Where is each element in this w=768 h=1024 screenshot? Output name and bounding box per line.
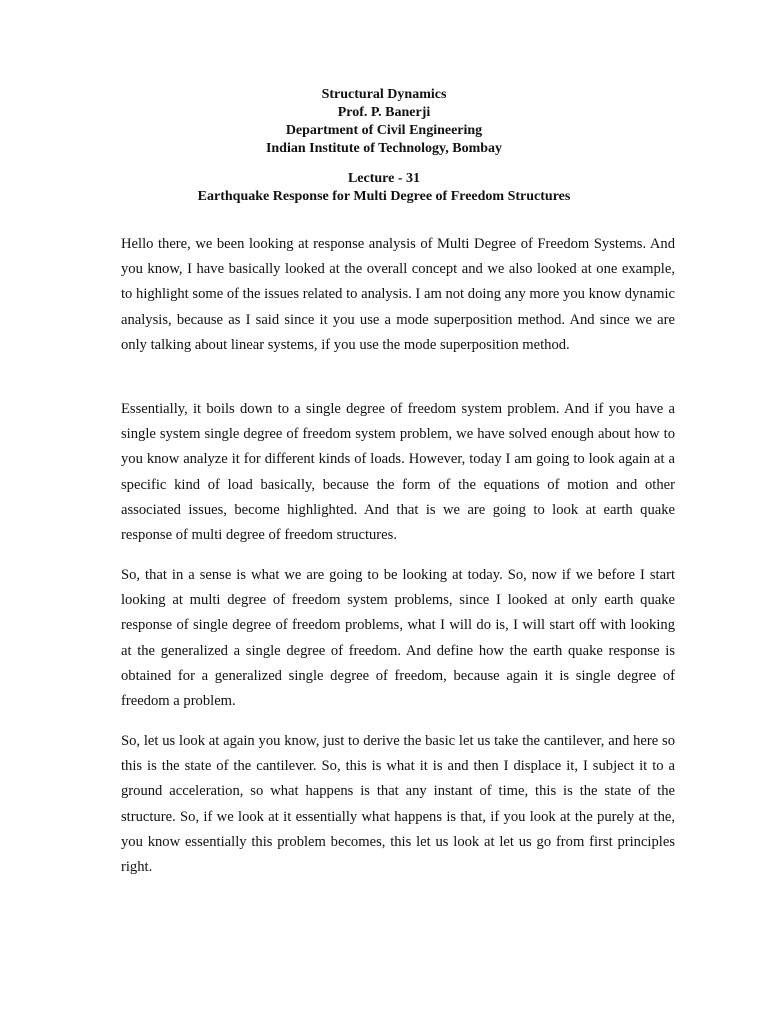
paragraph-4: So, let us look at again you know, just to derive the basic let us take the cantilever, and here so this is the state of the cantilever. So, this is what it is and then I displace it, I subject it to a ground acceleration, so what happens is that any instant of time, this is the state of the structure. So, if we look at it essentially what happens is that, if you look at the purely at the, you know essentially this problem becomes, this let us look at let us go from first principles right. <box>121 733 675 876</box>
professor-name: Prof. P. Banerji <box>337 105 431 120</box>
course-title: Structural Dynamics <box>321 87 447 102</box>
lecture-number: Lecture - 31 <box>347 171 421 186</box>
lecture-title: Earthquake Response for Multi Degree of Freedom Structures <box>197 189 571 204</box>
institute-name: Indian Institute of Technology, Bombay <box>265 141 503 156</box>
department-name: Department of Civil Engineering <box>285 123 483 138</box>
paragraph-3: So, that in a sense is what we are going to be looking at today. So, now if we before I start looking at multi degree of freedom system problems, since I looked at only earth quake response of single degree of freedom problems, what I will do is, I will start off with looking at the generalized a single degree of freedom. And define how the earth quake response is obtained for a generalized single degree of freedom, because again it is single degree of freedom a problem. <box>121 567 675 710</box>
document-header <box>0 86 768 158</box>
lecture-heading <box>0 170 768 206</box>
paragraph-2: Essentially, it boils down to a single degree of freedom system problem. And if you have a single system single degree of freedom system problem, we have solved enough about how to you know analyze it for different kinds of loads. However, today I am going to look again at a specific kind of load basically, because the form of the equations of motion and other associated issues, become highlighted. And that is we are going to look at earth quake response of multi degree of freedom structures. <box>121 401 675 544</box>
paragraph-1: Hello there, we been looking at response analysis of Multi Degree of Freedom Systems. And you know, I have basically looked at the overall concept and we also looked at one example, to highlight some of the issues related to analysis. I am not doing any more you know dynamic analysis, because as I said since it you use a mode superposition method. And since we are only talking about linear systems, if you use the mode superposition method. <box>121 236 675 353</box>
